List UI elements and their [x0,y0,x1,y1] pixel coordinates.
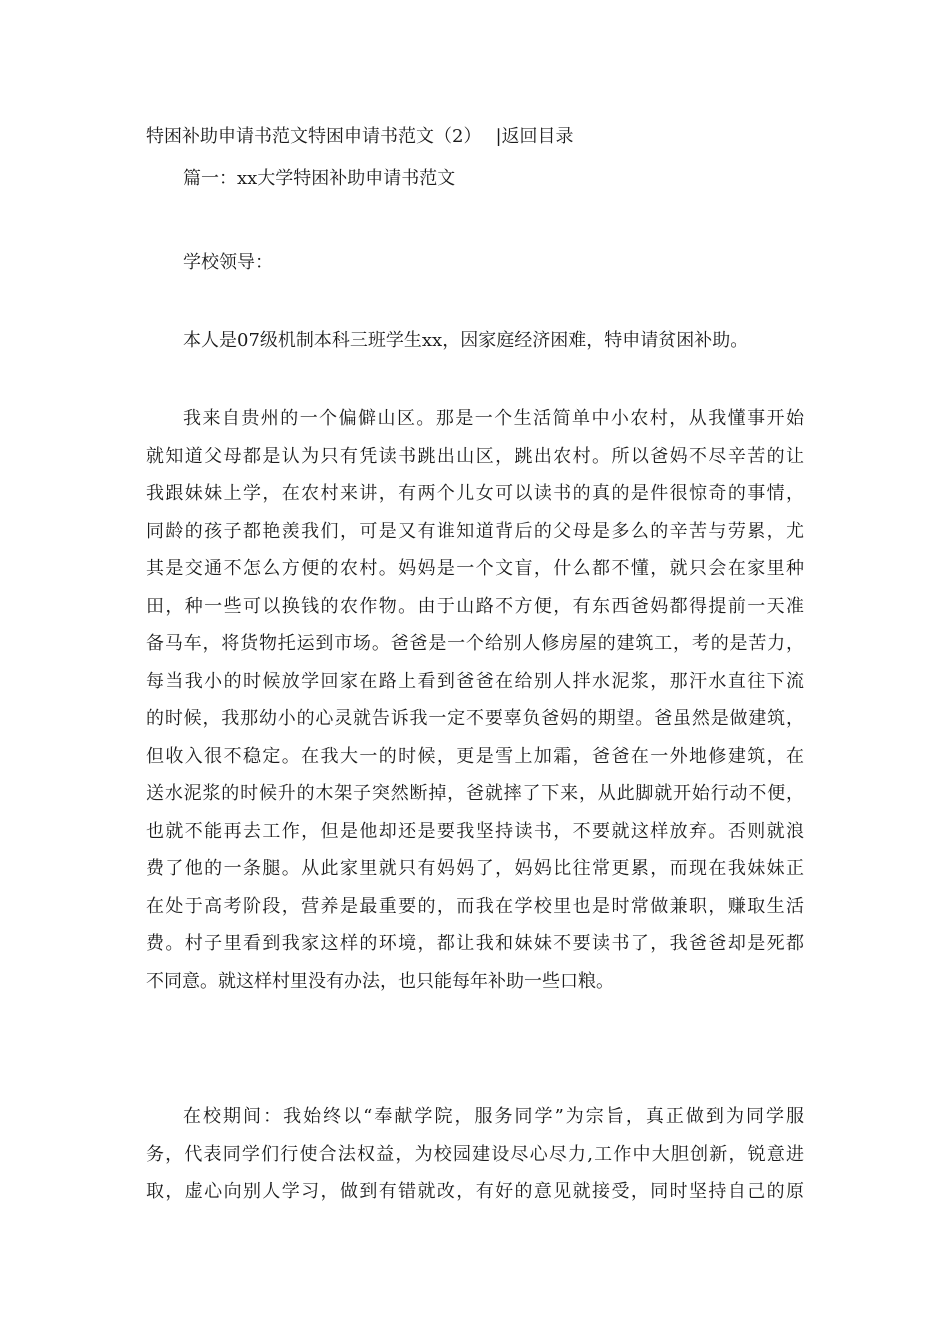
paragraph-line: 我来自贵州的一个偏僻山区。那是一个生活简单中小农村，从我懂事开始 [183,408,804,429]
back-to-contents-link[interactable]: 返回目录 [501,126,574,147]
paragraph-line: 取，虚心向别人学习，做到有错就改，有好的意见就接受，同时坚持自己的原 [146,1181,804,1202]
paragraph-line: 备马车，将货物托运到市场。爸爸是一个给别人修房屋的建筑工，考的是苦力， [146,633,804,654]
paragraph-line: 费。村子里看到我家这样的环境，都让我和妹妹不要读书了，我爸爸却是死都 [146,933,804,954]
paragraph-line: 的时候，我那幼小的心灵就告诉我一定不要辜负爸妈的期望。爸虽然是做建筑， [146,708,804,729]
paragraph-line: 送水泥浆的时候升的木架子突然断掉，爸就摔了下来，从此脚就开始行动不便， [146,783,804,804]
paragraph-line: 就知道父母都是认为只有凭读书跳出山区，跳出农村。所以爸妈不尽辛苦的让 [146,445,804,467]
paragraph-line: 不同意。就这样村里没有办法，也只能每年补助一些口粮。 [146,970,614,992]
paragraph-line: 每当我小的时候放学回家在路上看到爸爸在给别人拌水泥浆，那汗水直往下流 [146,670,804,692]
paragraph-intro [146,322,804,360]
paragraph-background [146,400,804,1000]
document-title: 特困补助申请书范文特困申请书范文（2） [146,126,482,147]
header-line [146,124,574,150]
paragraph-campus [146,1098,804,1211]
paragraph-line: 本人是07级机制本科三班学生xx，因家庭经济困难，特申请贫困补助。 [183,330,749,351]
paragraph-line: 在处于高考阶段，营养是最重要的，而我在学校里也是时常做兼职，赚取生活 [146,895,804,917]
paragraph-line: 田，种一些可以换钱的农作物。由于山路不方便，有东西爸妈都得提前一天准 [146,595,804,617]
salutation: 学校领导： [183,252,273,273]
paragraph-line: 但收入很不稳定。在我大一的时候，更是雪上加霜，爸爸在一外地修建筑，在 [146,745,804,767]
paragraph-line: 务，代表同学们行使合法权益，为校园建设尽心尽力,工作中大胆创新，锐意进 [146,1143,804,1165]
paragraph-line: 我跟妹妹上学，在农村来讲，有两个儿女可以读书的真的是件很惊奇的事情， [146,483,804,504]
paragraph-line: 同龄的孩子都艳羡我们，可是又有谁知道背后的父母是多么的辛苦与劳累，尤 [146,520,804,542]
paragraph-line: 费了他的一条腿。从此家里就只有妈妈了，妈妈比往常更累，而现在我妹妹正 [146,858,804,879]
header-separator: | [495,126,502,147]
paragraph-line: 也就不能再去工作，但是他却还是要我坚持读书，不要就这样放弃。否则就浪 [146,820,804,842]
paragraph-line: 其是交通不怎么方便的农村。妈妈是一个文盲，什么都不懂，就只会在家里种 [146,558,804,579]
paragraph-line: 在校期间：我始终以“奉献学院，服务同学”为宗旨，真正做到为同学服 [183,1106,804,1127]
article-subtitle: 篇一：xx大学特困补助申请书范文 [183,168,456,189]
